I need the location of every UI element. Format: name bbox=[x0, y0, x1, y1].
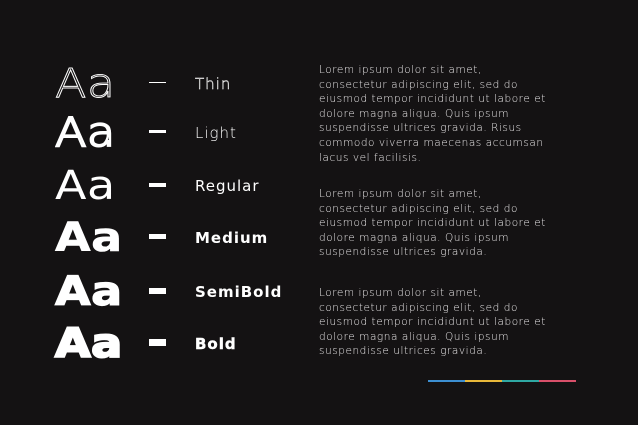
dash bbox=[149, 130, 166, 133]
specimen-light bbox=[55, 111, 285, 155]
dash bbox=[149, 288, 166, 294]
specimen-semibold bbox=[55, 270, 285, 314]
dash bbox=[149, 183, 166, 187]
sample-glyphs: Aa bbox=[55, 163, 116, 209]
specimen-bold bbox=[55, 322, 285, 366]
weight-label: Medium bbox=[195, 229, 269, 247]
color-bar-pink bbox=[539, 380, 576, 382]
dash bbox=[149, 82, 166, 83]
weight-label: Light bbox=[195, 124, 237, 142]
body-text-1: Lorem ipsum dolor sit amet, consectetur adipiscing elit, sed do eiusmod tempor incididunt ut labore et dolore magna aliqua. Quis ipsum suspendisse ultrices gravida. Risus commodo viverra maecenas accumsan lacus vel facilisis. bbox=[319, 64, 546, 164]
sample-glyphs: Aa bbox=[55, 110, 116, 156]
body-text-3: Lorem ipsum dolor sit amet, consectetur adipiscing elit, sed do eiusmod tempor incididunt ut labore et dolore magna aliqua. Quis ipsum suspendisse ultrices gravida. bbox=[319, 287, 546, 358]
weight-label: Bold bbox=[195, 335, 237, 353]
specimen-thin bbox=[55, 62, 285, 106]
sample-glyphs: Aa bbox=[55, 321, 123, 367]
dash bbox=[149, 339, 166, 346]
weight-label: SemiBold bbox=[195, 283, 283, 301]
color-bar-yellow bbox=[465, 380, 502, 382]
sample-glyphs: Aa bbox=[55, 215, 123, 261]
weight-label: Regular bbox=[195, 177, 260, 195]
sample-glyphs: Aa bbox=[55, 269, 123, 315]
specimen-medium bbox=[55, 216, 285, 260]
color-bar-teal bbox=[502, 380, 539, 382]
color-bar-blue bbox=[428, 380, 465, 382]
color-bar bbox=[428, 380, 576, 382]
weight-label: Thin bbox=[195, 75, 232, 93]
sample-glyphs: Aa bbox=[55, 61, 116, 107]
specimen-regular bbox=[55, 164, 285, 208]
body-text-2: Lorem ipsum dolor sit amet, consectetur adipiscing elit, sed do eiusmod tempor incididunt ut labore et dolore magna aliqua. Quis ipsum suspendisse ultrices gravida. bbox=[319, 188, 546, 259]
dash bbox=[149, 234, 166, 239]
